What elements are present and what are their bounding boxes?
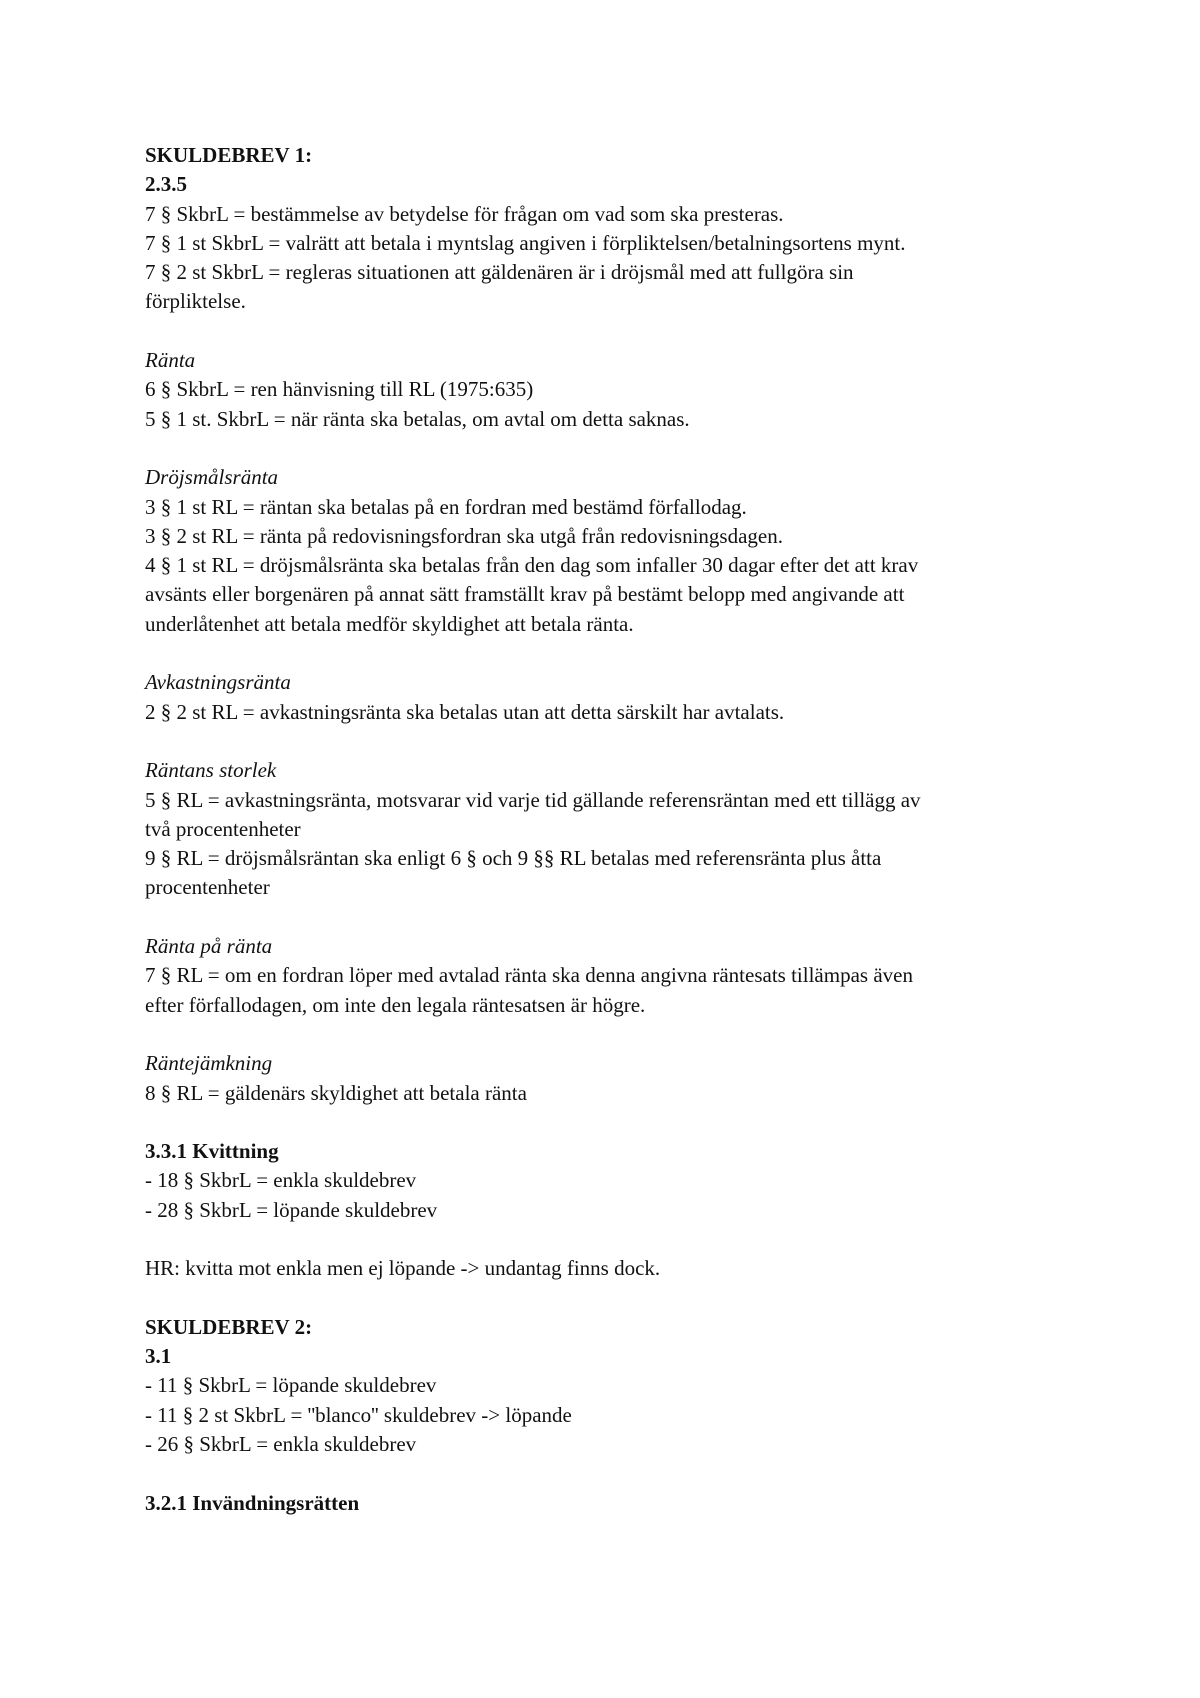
text-line: 9 § RL = dröjsmålsräntan ska enligt 6 § och 9 §§ RL betalas med referensränta plus åtta [145,846,882,871]
paragraph-spacer [145,1225,1065,1254]
subsection-heading: Avkastningsränta [145,670,291,695]
text-line: 3 § 2 st RL = ränta på redovisningsfordran ska utgå från redovisningsdagen. [145,523,783,548]
text-line: HR: kvitta mot enkla men ej löpande -> undantag finns dock. [145,1256,661,1281]
section-heading: 3.1 [145,1344,172,1369]
subsection-heading: Räntans storlek [145,758,277,783]
subsection-heading: Räntejämkning [145,1051,273,1076]
text-line: efter förfallodagen, om inte den legala räntesatsen är högre. [145,992,646,1017]
text-line: 7 § RL = om en fordran löper med avtalad ränta ska denna angivna räntesats tillämpas även [145,963,913,988]
text-line: 2 § 2 st RL = avkastningsränta ska betalas utan att detta särskilt har avtalats. [145,699,785,724]
text-line: avsänts eller borgenären på annat sätt framställt krav på bestämt belopp med angivande att [145,582,905,607]
document-body [145,141,1065,1518]
text-line: 7 § 2 st SkbrL = regleras situationen att gäldenären är i dröjsmål med att fullgöra sin [145,260,854,285]
section-heading: SKULDEBREV 1: [145,143,313,167]
text-line: 5 § RL = avkastningsränta, motsvarar vid varje tid gällande referensräntan med ett tillägg av [145,787,921,812]
subsection-heading: Ränta på ränta [145,934,273,959]
paragraph-spacer [145,1108,1065,1137]
text-line: - 11 § SkbrL = löpande skuldebrev [145,1373,437,1398]
text-line: 7 § SkbrL = bestämmelse av betydelse för frågan om vad som ska presteras. [145,201,784,226]
text-line: procentenheter [145,875,270,900]
text-line: - 28 § SkbrL = löpande skuldebrev [145,1197,438,1222]
text-line: - 11 § 2 st SkbrL = ''blanco'' skuldebrev -> löpande [145,1402,572,1427]
section-heading: 2.3.5 [145,172,187,197]
paragraph-spacer [145,1020,1065,1049]
section-heading: SKULDEBREV 2: [145,1314,313,1339]
paragraph-spacer [145,639,1065,668]
text-line: - 18 § SkbrL = enkla skuldebrev [145,1168,417,1193]
text-line: 6 § SkbrL = ren hänvisning till RL (1975:635) [145,377,534,402]
text-line: förpliktelse. [145,289,246,314]
subsection-heading: Dröjsmålsränta [145,465,279,490]
text-line: 3 § 1 st RL = räntan ska betalas på en fordran med bestämd förfallodag. [145,494,747,519]
text-line: två procentenheter [145,816,301,841]
paragraph-spacer [145,434,1065,463]
text-line: underlåtenhet att betala medför skyldighet att betala ränta. [145,611,634,636]
text-line: 7 § 1 st SkbrL = valrätt att betala i myntslag angiven i förpliktelsen/betalningsortens mynt. [145,230,906,255]
paragraph-spacer [145,1284,1065,1313]
text-line: 8 § RL = gäldenärs skyldighet att betala ränta [145,1080,527,1105]
section-heading: 3.3.1 Kvittning [145,1139,279,1164]
section-heading: 3.2.1 Invändningsrätten [145,1490,360,1515]
paragraph-spacer [145,903,1065,932]
text-line: 5 § 1 st. SkbrL = när ränta ska betalas, om avtal om detta saknas. [145,406,690,431]
text-line: 4 § 1 st RL = dröjsmålsränta ska betalas från den dag som infaller 30 dagar efter det att krav [145,553,919,578]
text-line: - 26 § SkbrL = enkla skuldebrev [145,1432,417,1457]
paragraph-spacer [145,727,1065,756]
paragraph-spacer [145,1459,1065,1488]
subsection-heading: Ränta [145,348,196,373]
paragraph-spacer [145,317,1065,346]
